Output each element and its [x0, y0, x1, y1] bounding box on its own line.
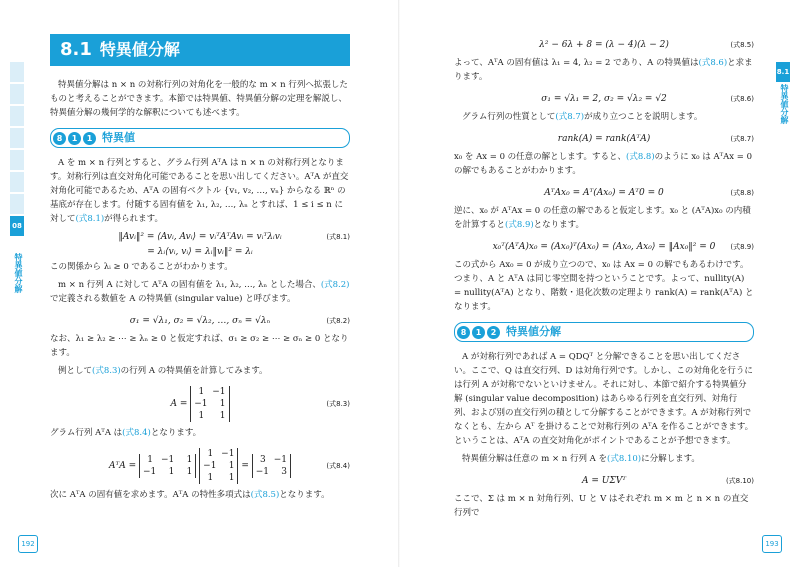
equation-reference: (式8.6)	[698, 58, 728, 68]
equation-tag: (式8.9)	[730, 243, 754, 251]
subsection-heading	[454, 322, 754, 342]
equation-tag: (式8.2)	[326, 317, 350, 325]
paragraph: この関係から λᵢ ≥ 0 であることがわかります。	[50, 262, 233, 272]
paragraph: 特異値分解は任意の m × n 行列 A を(式8.10)に分解します。	[462, 454, 700, 464]
paragraph: 次に AᵀA の固有値を求めます。AᵀA の特性多項式は(式8.5)となります。	[50, 490, 330, 500]
equation-tag: (式8.3)	[326, 400, 350, 408]
equation-8-2: σ₁ = √λ₁, σ₂ = √λ₂, …, σₙ = √λₙ (式8.2)	[50, 310, 350, 332]
equation-8-7: rank(A) = rank(AᵀA) (式8.7)	[454, 128, 754, 150]
section-heading	[50, 34, 350, 66]
subsection-heading	[50, 128, 350, 148]
section-number: 8.1	[60, 39, 92, 60]
equation-tag: (式8.10)	[725, 477, 754, 485]
subsection-number-dot: 1	[68, 132, 81, 145]
equation-8-9: x₀ᵀ(AᵀA)x₀ = (Ax₀)ᵀ(Ax₀) = ⟨Ax₀, Ax₀⟩ = ‖Ax₀‖² = 0 (式8.9)	[454, 236, 754, 258]
intro-paragraph: 特異値分解は n × n の対称行列の対角化を一般的な m × n 行列へ拡張したものと考えることができます。本節では特異値、特異値分解の定理を解説し、特異値分解の幾何学的な解釈についても述べます。	[50, 80, 348, 118]
equation-8-3: A = 1 −1 −1 1 1 1 (式8.3)	[50, 382, 350, 426]
left-content	[50, 34, 350, 506]
paragraph: x₀ を Ax = 0 の任意の解とします。すると、(式8.8)のように x₀ は AᵀAx = 0 の解でもあることがわかります。	[454, 152, 753, 176]
right-thumb-tabs	[776, 62, 790, 84]
subsection-number-dot: 2	[487, 326, 500, 339]
thumb-tab-current: 08	[10, 216, 24, 236]
subsection-number-dot: 8	[457, 326, 470, 339]
right-content	[454, 34, 754, 524]
left-thumb-tabs	[10, 62, 24, 238]
subsection-title: 特異値	[102, 131, 135, 144]
paragraph: ここで、Σ は m × n 対角行列、U と V はそれぞれ m × m と n × n の直交行列で	[454, 494, 749, 518]
equation-8-4: AᵀA = 1 −1 1 −1 1 1 1 −1 −1 1 1 1 = 3 −1 −1 3 (式8.4)	[50, 444, 350, 488]
paragraph: なお、λ₁ ≥ λ₂ ≥ ⋯ ≥ λₙ ≥ 0 と仮定すれば、σ₁ ≥ σ₂ ≥ ⋯ ≥ σₙ ≥ 0 となります。	[50, 334, 349, 358]
thumb-tab	[10, 172, 24, 192]
thumb-tab-current: 8.1	[776, 62, 790, 82]
equation-tag: (式8.7)	[730, 135, 754, 143]
paragraph: A が対称行列であれば A = QDQᵀ と分解できることを思い出してください。ここで、Q は直交行列、D は対角行列です。しかし、この対角化を行うには行列 A が対称でないといけません。それに対し、本節で紹介する特異値分解 (singular value decomposition) はあらゆる行列を直交行列、対角行列、および別の直交行列の積として分解することができます。A が対称行列でなくとも、左から Aᵀ を掛けることで対称行列の AᵀA を作ることができます。ということは、AᵀA の直交対角化がポイントであることが予想できます。	[454, 352, 754, 446]
equation-8-6: σ₁ = √λ₁ = 2, σ₂ = √λ₂ = √2 (式8.6)	[454, 88, 754, 110]
thumb-tab	[10, 150, 24, 170]
equation-reference: (式8.10)	[607, 454, 642, 464]
equation-reference: (式8.3)	[92, 366, 121, 376]
page-number: 193	[762, 535, 782, 553]
subsection-number-dot: 1	[472, 326, 485, 339]
paragraph: この式から Ax₀ = 0 が成り立つので、x₀ は Ax = 0 の解でもあるわけです。つまり、A と AᵀA は同じ零空間を持つということです。よって、nullity(A) = nullity(AᵀA) となり、階数・退化次数の定理より rank(A) = rank(AᵀA) となります。	[454, 260, 754, 312]
equation-reference: (式8.2)	[320, 280, 350, 290]
thumb-tab	[10, 194, 24, 214]
paragraph: A を m × n 行列とすると、グラム行列 AᵀA は n × n の対称行列となります。対称行列は直交対角化可能であることを思い出してください。AᵀA が直交対角化可能であるため、AᵀA の固有ベクトル {v₁, v₂, …, vₙ} からなる ℝⁿ の基底が存在します。付随する固有値を λ₁, λ₂, …, λₙ とすれば、1 ≤ i ≤ n に対して(式8.1)が得られます。	[50, 158, 349, 224]
equation-tag: (式8.1)	[326, 233, 350, 241]
paragraph: グラム行列の性質として(式8.7)が成り立つことを説明します。	[462, 112, 703, 122]
equation-8-8: AᵀAx₀ = Aᵀ(Ax₀) = Aᵀ0 = 0 (式8.8)	[454, 182, 754, 204]
equation-tag: (式8.8)	[730, 189, 754, 197]
section-title: 特異値分解	[99, 40, 180, 59]
subsection-title: 特異値分解	[506, 325, 561, 338]
equation-8-10: A = UΣVᵀ (式8.10)	[454, 470, 754, 492]
matrix-result: 3 −1 −1 3	[252, 454, 291, 478]
matrix-a: 1 −1 −1 1 1 1	[199, 448, 238, 484]
equation-reference: (式8.5)	[250, 490, 280, 500]
matrix-a-transpose: 1 −1 1 −1 1 1	[139, 454, 196, 478]
subsection-number-dot: 8	[53, 132, 66, 145]
equation-reference: (式8.7)	[555, 112, 585, 122]
equation-reference: (式8.9)	[505, 220, 534, 230]
matrix-a: 1 −1 −1 1 1 1	[190, 386, 229, 422]
thumb-tab	[10, 128, 24, 148]
chapter-vertical-label: 特異値分解	[14, 253, 23, 293]
equation-reference: (式8.1)	[75, 214, 105, 224]
thumb-tab	[10, 106, 24, 126]
equation-tag: (式8.4)	[326, 462, 350, 470]
equation-tag: (式8.6)	[730, 95, 754, 103]
paragraph: 逆に、x₀ が AᵀAx = 0 の任意の解であると仮定します。x₀ と (AᵀA)x₀ の内積を計算すると(式8.9)となります。	[454, 206, 751, 230]
equation-reference: (式8.8)	[626, 152, 655, 162]
equation-8-1: ‖Avᵢ‖² = ⟨Avᵢ, Avᵢ⟩ = vᵢᵀAᵀAvᵢ = vᵢᵀλᵢvᵢ = λᵢ⟨vᵢ, vᵢ⟩ = λᵢ‖vᵢ‖² = λᵢ (式8.1)	[118, 232, 350, 257]
equation-reference: (式8.4)	[122, 428, 151, 438]
page-number: 192	[18, 535, 38, 553]
paragraph: よって、AᵀA の固有値は λ₁ = 4, λ₂ = 2 であり、A の特異値は(式8.6)と求まります。	[454, 58, 753, 82]
right-page	[400, 0, 800, 567]
section-vertical-label: 特異値分解	[780, 84, 789, 124]
equation-tag: (式8.5)	[730, 41, 754, 49]
equation-8-5: λ² − 6λ + 8 = (λ − 4)(λ − 2) (式8.5)	[454, 34, 754, 56]
paragraph: 例として(式8.3)の行列 A の特異値を計算してみます。	[58, 366, 268, 376]
thumb-tab	[10, 84, 24, 104]
thumb-tab	[10, 62, 24, 82]
paragraph: グラム行列 AᵀA は(式8.4)となります。	[50, 428, 202, 438]
subsection-number-dot: 1	[83, 132, 96, 145]
paragraph: m × n 行列 A に対して AᵀA の固有値を λ₁, λ₂, …, λₙ とした場合、(式8.2)で定義される数値を A の特異値 (singular value) と呼びます。	[50, 280, 350, 304]
